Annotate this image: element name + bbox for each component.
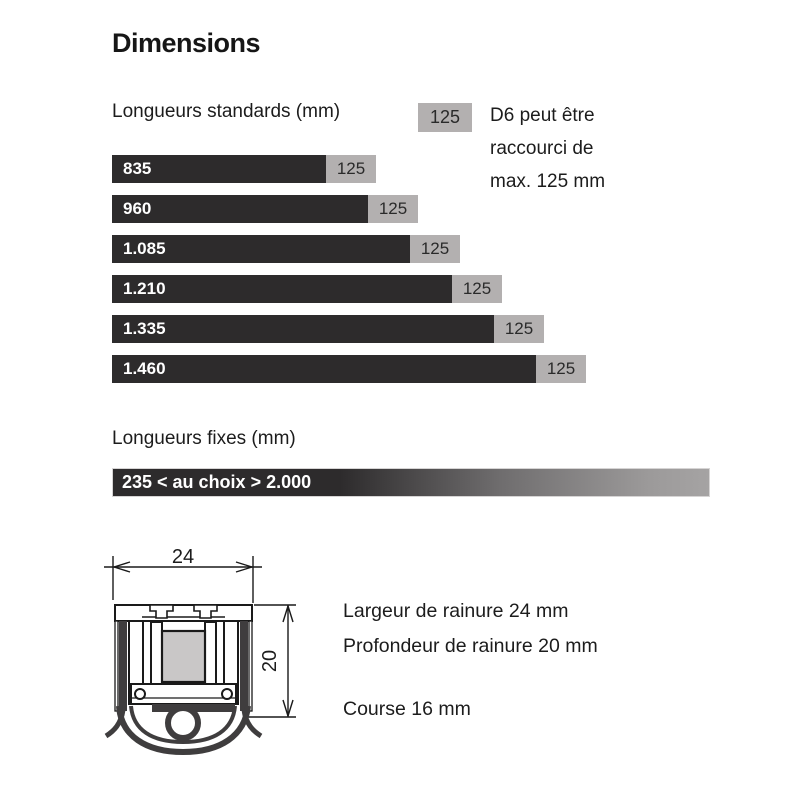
rubber-gasket (119, 704, 248, 752)
extension-legend-value: 125 (429, 107, 461, 127)
seal-cross-section-drawing (100, 538, 300, 760)
page-title: Dimensions (112, 28, 261, 58)
length-bar-row (112, 355, 586, 383)
bar-segment-dark: 1.460 (112, 355, 536, 383)
extension-legend-box (418, 103, 472, 132)
bar-segment-extension: 125 (494, 315, 544, 343)
note-line: raccourci de (490, 138, 594, 159)
note-line: max. 125 mm (490, 171, 606, 192)
length-bar-row (112, 235, 460, 263)
bar-segment-extension: 125 (368, 195, 418, 223)
bar-segment-dark: 1.085 (112, 235, 410, 263)
fixed-length-bar-label: 235 < au choix > 2.000 (122, 472, 312, 492)
bar-segment-dark: 835 (112, 155, 326, 183)
bar-segment-extension: 125 (410, 235, 460, 263)
length-bar-row (112, 195, 418, 223)
mechanism-block (162, 631, 205, 682)
fixed-length-gradient-bar (112, 468, 710, 497)
shortening-note (490, 99, 660, 198)
bar-segment-extension: 125 (326, 155, 376, 183)
groove-width-dimension: 24 (171, 546, 195, 568)
bottom-rail (131, 684, 236, 704)
length-bar-row (112, 275, 502, 303)
spec-groove-width: Largeur de rainure 24 mm (343, 600, 569, 622)
bar-segment-dark: 1.210 (112, 275, 452, 303)
fixed-lengths-label: Longueurs fixes (mm) (112, 428, 296, 449)
groove-depth-dimension: 20 (259, 649, 281, 673)
length-bar-row (112, 315, 544, 343)
spec-groove-depth: Profondeur de rainure 20 mm (343, 635, 598, 657)
spec-travel: Course 16 mm (343, 698, 471, 720)
gasket-bulb (168, 708, 198, 738)
bar-segment-dark: 1.335 (112, 315, 494, 343)
standard-lengths-label: Longueurs standards (mm) (112, 101, 341, 122)
length-bar-row (112, 155, 376, 183)
bar-segment-dark: 960 (112, 195, 368, 223)
bar-segment-extension: 125 (452, 275, 502, 303)
note-line: D6 peut être (490, 105, 595, 126)
bar-segment-extension: 125 (536, 355, 586, 383)
